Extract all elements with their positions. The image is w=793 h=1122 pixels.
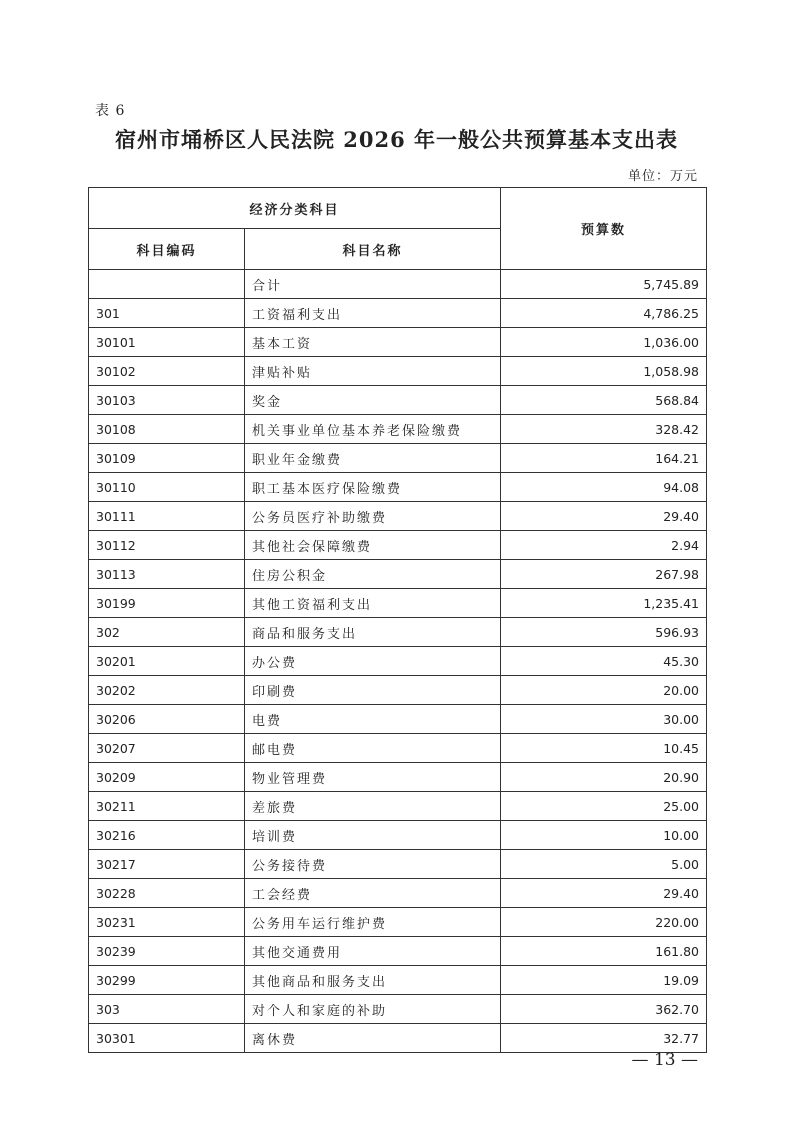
cell-code: 30228 bbox=[89, 879, 245, 908]
cell-amount: 20.00 bbox=[501, 676, 707, 705]
cell-name: 电费 bbox=[245, 705, 501, 734]
cell-code: 30111 bbox=[89, 502, 245, 531]
cell-amount: 1,235.41 bbox=[501, 589, 707, 618]
page-number: — 13 — bbox=[631, 1050, 698, 1070]
page-title: 宿州市埇桥区人民法院 2026 年一般公共预算基本支出表 bbox=[114, 127, 679, 152]
budget-table bbox=[88, 187, 707, 1053]
table-row bbox=[89, 763, 707, 792]
cell-code: 30108 bbox=[89, 415, 245, 444]
cell-code: 30211 bbox=[89, 792, 245, 821]
header-amount: 预算数 bbox=[501, 188, 707, 270]
cell-name: 物业管理费 bbox=[245, 763, 501, 792]
cell-amount: 568.84 bbox=[501, 386, 707, 415]
cell-amount: 1,036.00 bbox=[501, 328, 707, 357]
table-row bbox=[89, 1024, 707, 1053]
cell-code: 30209 bbox=[89, 763, 245, 792]
table-row bbox=[89, 937, 707, 966]
cell-name: 差旅费 bbox=[245, 792, 501, 821]
header-economic-class: 经济分类科目 bbox=[89, 188, 501, 229]
table-row bbox=[89, 328, 707, 357]
cell-name: 工会经费 bbox=[245, 879, 501, 908]
cell-amount: 161.80 bbox=[501, 937, 707, 966]
cell-amount: 596.93 bbox=[501, 618, 707, 647]
cell-name: 其他社会保障缴费 bbox=[245, 531, 501, 560]
cell-amount: 4,786.25 bbox=[501, 299, 707, 328]
cell-amount: 45.30 bbox=[501, 647, 707, 676]
cell-code: 30201 bbox=[89, 647, 245, 676]
cell-code: 30109 bbox=[89, 444, 245, 473]
table-row bbox=[89, 386, 707, 415]
cell-code: 30112 bbox=[89, 531, 245, 560]
cell-name: 商品和服务支出 bbox=[245, 618, 501, 647]
cell-amount: 328.42 bbox=[501, 415, 707, 444]
cell-amount: 20.90 bbox=[501, 763, 707, 792]
cell-code: 30239 bbox=[89, 937, 245, 966]
table-row bbox=[89, 473, 707, 502]
cell-name: 合计 bbox=[245, 270, 501, 299]
table-row bbox=[89, 908, 707, 937]
cell-amount: 32.77 bbox=[501, 1024, 707, 1053]
cell-name: 邮电费 bbox=[245, 734, 501, 763]
table-row bbox=[89, 792, 707, 821]
table-row bbox=[89, 270, 707, 299]
cell-amount: 5,745.89 bbox=[501, 270, 707, 299]
cell-name: 办公费 bbox=[245, 647, 501, 676]
cell-amount: 1,058.98 bbox=[501, 357, 707, 386]
cell-name: 基本工资 bbox=[245, 328, 501, 357]
cell-code: 30216 bbox=[89, 821, 245, 850]
cell-amount: 29.40 bbox=[501, 502, 707, 531]
cell-name: 其他工资福利支出 bbox=[245, 589, 501, 618]
cell-amount: 94.08 bbox=[501, 473, 707, 502]
cell-name: 奖金 bbox=[245, 386, 501, 415]
table-row bbox=[89, 299, 707, 328]
cell-amount: 2.94 bbox=[501, 531, 707, 560]
table-row bbox=[89, 821, 707, 850]
table-row bbox=[89, 444, 707, 473]
cell-amount: 267.98 bbox=[501, 560, 707, 589]
cell-amount: 25.00 bbox=[501, 792, 707, 821]
cell-name: 公务接待费 bbox=[245, 850, 501, 879]
table-row bbox=[89, 531, 707, 560]
cell-amount: 10.45 bbox=[501, 734, 707, 763]
table-row bbox=[89, 589, 707, 618]
cell-code: 303 bbox=[89, 995, 245, 1024]
cell-name: 印刷费 bbox=[245, 676, 501, 705]
cell-name: 对个人和家庭的补助 bbox=[245, 995, 501, 1024]
cell-amount: 5.00 bbox=[501, 850, 707, 879]
table-row bbox=[89, 966, 707, 995]
cell-code: 30207 bbox=[89, 734, 245, 763]
cell-name: 公务员医疗补助缴费 bbox=[245, 502, 501, 531]
cell-amount: 29.40 bbox=[501, 879, 707, 908]
cell-code: 30299 bbox=[89, 966, 245, 995]
table-row bbox=[89, 879, 707, 908]
cell-code bbox=[89, 270, 245, 299]
cell-code: 30301 bbox=[89, 1024, 245, 1053]
table-row bbox=[89, 850, 707, 879]
cell-name: 其他商品和服务支出 bbox=[245, 966, 501, 995]
cell-name: 住房公积金 bbox=[245, 560, 501, 589]
table-row bbox=[89, 705, 707, 734]
table-row bbox=[89, 502, 707, 531]
header-name: 科目名称 bbox=[245, 229, 501, 270]
table-row bbox=[89, 995, 707, 1024]
cell-amount: 10.00 bbox=[501, 821, 707, 850]
cell-code: 30101 bbox=[89, 328, 245, 357]
cell-name: 职工基本医疗保险缴费 bbox=[245, 473, 501, 502]
cell-name: 机关事业单位基本养老保险缴费 bbox=[245, 415, 501, 444]
cell-code: 30113 bbox=[89, 560, 245, 589]
cell-amount: 30.00 bbox=[501, 705, 707, 734]
cell-amount: 220.00 bbox=[501, 908, 707, 937]
cell-amount: 19.09 bbox=[501, 966, 707, 995]
cell-amount: 362.70 bbox=[501, 995, 707, 1024]
cell-code: 30231 bbox=[89, 908, 245, 937]
table-row bbox=[89, 560, 707, 589]
cell-code: 30199 bbox=[89, 589, 245, 618]
table-row bbox=[89, 415, 707, 444]
cell-code: 301 bbox=[89, 299, 245, 328]
cell-name: 津贴补贴 bbox=[245, 357, 501, 386]
cell-name: 公务用车运行维护费 bbox=[245, 908, 501, 937]
table-row bbox=[89, 647, 707, 676]
cell-name: 职业年金缴费 bbox=[245, 444, 501, 473]
cell-code: 302 bbox=[89, 618, 245, 647]
table-row bbox=[89, 618, 707, 647]
cell-name: 培训费 bbox=[245, 821, 501, 850]
cell-name: 离休费 bbox=[245, 1024, 501, 1053]
cell-code: 30102 bbox=[89, 357, 245, 386]
header-code: 科目编码 bbox=[89, 229, 245, 270]
cell-amount: 164.21 bbox=[501, 444, 707, 473]
cell-code: 30202 bbox=[89, 676, 245, 705]
table-row bbox=[89, 357, 707, 386]
table-row bbox=[89, 734, 707, 763]
cell-name: 其他交通费用 bbox=[245, 937, 501, 966]
unit-label: 单位：万元 bbox=[627, 169, 698, 184]
cell-name: 工资福利支出 bbox=[245, 299, 501, 328]
table-label: 表 6 bbox=[95, 103, 126, 119]
cell-code: 30110 bbox=[89, 473, 245, 502]
cell-code: 30103 bbox=[89, 386, 245, 415]
cell-code: 30217 bbox=[89, 850, 245, 879]
cell-code: 30206 bbox=[89, 705, 245, 734]
table-row bbox=[89, 676, 707, 705]
